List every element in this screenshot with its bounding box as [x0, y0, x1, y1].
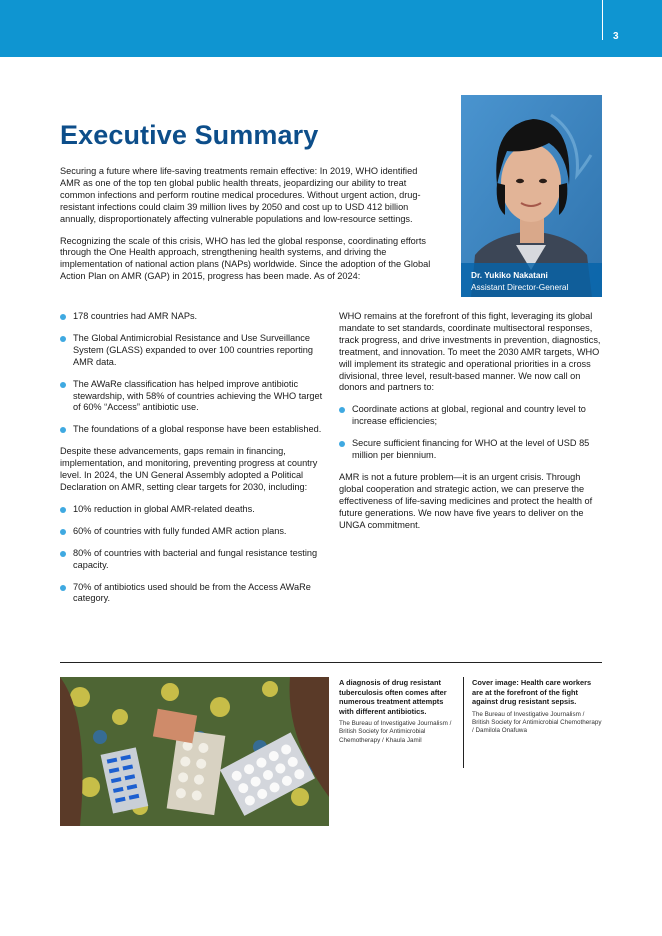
list-item-text: 178 countries had AMR NAPs. — [73, 311, 198, 321]
medicine-photo — [60, 677, 329, 826]
header-divider — [602, 0, 603, 40]
bullet-icon — [60, 382, 66, 388]
caption-divider — [463, 677, 464, 768]
portrait-role: Assistant Director-General — [471, 282, 569, 292]
page-title: Executive Summary — [60, 120, 319, 150]
portrait-name: Dr. Yukiko Nakatani — [471, 270, 548, 280]
intro-paragraph: Securing a future where life-saving treatments remain effective: In 2019, WHO identified AMR as one of the top ten global public health threats, jeopardizing our ability to treat common infections and perform routine medical procedures. Without urgent action, drug-resistant infections could claim 39 million lives by 2050 and cost up to USD 412 billion annually, disproportionately affecting vulnerable populations and low-resource settings. — [60, 166, 421, 224]
caption-heading: Cover image: Health care workers are at the forefront of the fight against drug resistant sepsis. — [472, 678, 592, 706]
bullet-icon — [60, 529, 66, 535]
progress-list — [60, 311, 326, 436]
right-column — [339, 311, 602, 542]
bullet-icon — [60, 314, 66, 320]
list-item-text: 10% reduction in global AMR-related deaths. — [73, 503, 255, 514]
list-item-text: 70% of antibiotics used should be from the Access AWaRe category. — [73, 581, 311, 604]
medicine-image — [60, 677, 329, 826]
list-item-text: The foundations of a global response have been established. — [73, 424, 322, 435]
bullet-icon — [60, 551, 66, 557]
gaps-paragraph: Despite these advancements, gaps remain in financing, implementation, and monitoring, preventing progress at country level. In 2024, the UN General Assembly adopted a Political Declaration on AMR, setting clear targets for 2030, including: — [60, 446, 318, 492]
intro-paragraph: Recognizing the scale of this crisis, WHO has led the global response, coordinating efforts through the One Health approach, strengthening health systems, and driving the implementation of national action plans (NAPs) worldwide. Since the adoption of the Global Action Plan on AMR (GAP) in 2015, progress has been made. As of 2024: — [60, 235, 431, 282]
list-item — [60, 424, 326, 436]
photo-caption-2 — [472, 678, 602, 735]
portrait-caption — [461, 263, 602, 297]
list-item — [60, 504, 326, 516]
mandate-paragraph: WHO remains at the forefront of this fight, leveraging its global mandate to set standards, coordinate multisectoral responses, track progress, and drive investments in prevention, diagnostics, treatment, and innovation. To meet the 2030 AMR targets, WHO will implement its strategic and operational priorities in a cross divisional, three level, result-based manner. We now call on donors and partners to: — [339, 311, 601, 393]
intro-text — [60, 166, 436, 293]
left-column — [60, 311, 326, 615]
list-item — [60, 333, 326, 369]
header-band — [0, 0, 662, 57]
page-number: 3 — [613, 31, 619, 42]
list-item — [60, 526, 326, 538]
targets-list — [60, 504, 326, 605]
portrait-photo — [461, 95, 602, 297]
bullet-icon — [60, 336, 66, 342]
section-divider — [60, 662, 602, 663]
photo-caption-1 — [339, 678, 457, 745]
list-item-text: The Global Antimicrobial Resistance and Use Surveillance System (GLASS) expanded to over 100 countries reporting AMR data. — [73, 332, 314, 367]
bullet-icon — [339, 407, 345, 413]
list-item-text: The AWaRe classification has helped improve antibiotic stewardship, with 58% of countries achieving the WHO target of 60% “Access” antibiotic use. — [73, 378, 323, 413]
bullet-icon — [60, 507, 66, 513]
bullet-icon — [60, 427, 66, 433]
list-item-text: 80% of countries with bacterial and fungal resistance testing capacity. — [73, 547, 318, 570]
call-list — [339, 404, 602, 462]
list-item-text: Coordinate actions at global, regional and country level to increase efficiencies; — [352, 404, 586, 427]
list-item — [60, 548, 326, 572]
list-item-text: Secure sufficient financing for WHO at the level of USD 85 million per biennium. — [352, 438, 590, 461]
list-item — [60, 582, 326, 606]
bullet-icon — [60, 585, 66, 591]
list-item-text: 60% of countries with fully funded AMR action plans. — [73, 525, 287, 536]
closing-paragraph: AMR is not a future problem—it is an urgent crisis. Through global cooperation and strategic action, we can preserve the effectiveness of life-saving medicines and protect the health of future generations. We now have five years to deliver on the UNGA commitment. — [339, 471, 593, 530]
caption-credit: The Bureau of Investigative Journalism / British Society for Antimicrobial Chemotherapy / Khaula Jamil — [339, 720, 452, 744]
list-item — [60, 311, 326, 323]
list-item — [60, 379, 326, 415]
bullet-icon — [339, 441, 345, 447]
list-item — [339, 438, 602, 462]
caption-credit: The Bureau of Investigative Journalism / British Society for Antimicrobial Chemotherapy / Damilola Onafuwa — [472, 710, 602, 735]
list-item — [339, 404, 602, 428]
caption-heading: A diagnosis of drug resistant tuberculosis often comes after numerous treatment attempts with different antibiotics. — [339, 678, 447, 716]
